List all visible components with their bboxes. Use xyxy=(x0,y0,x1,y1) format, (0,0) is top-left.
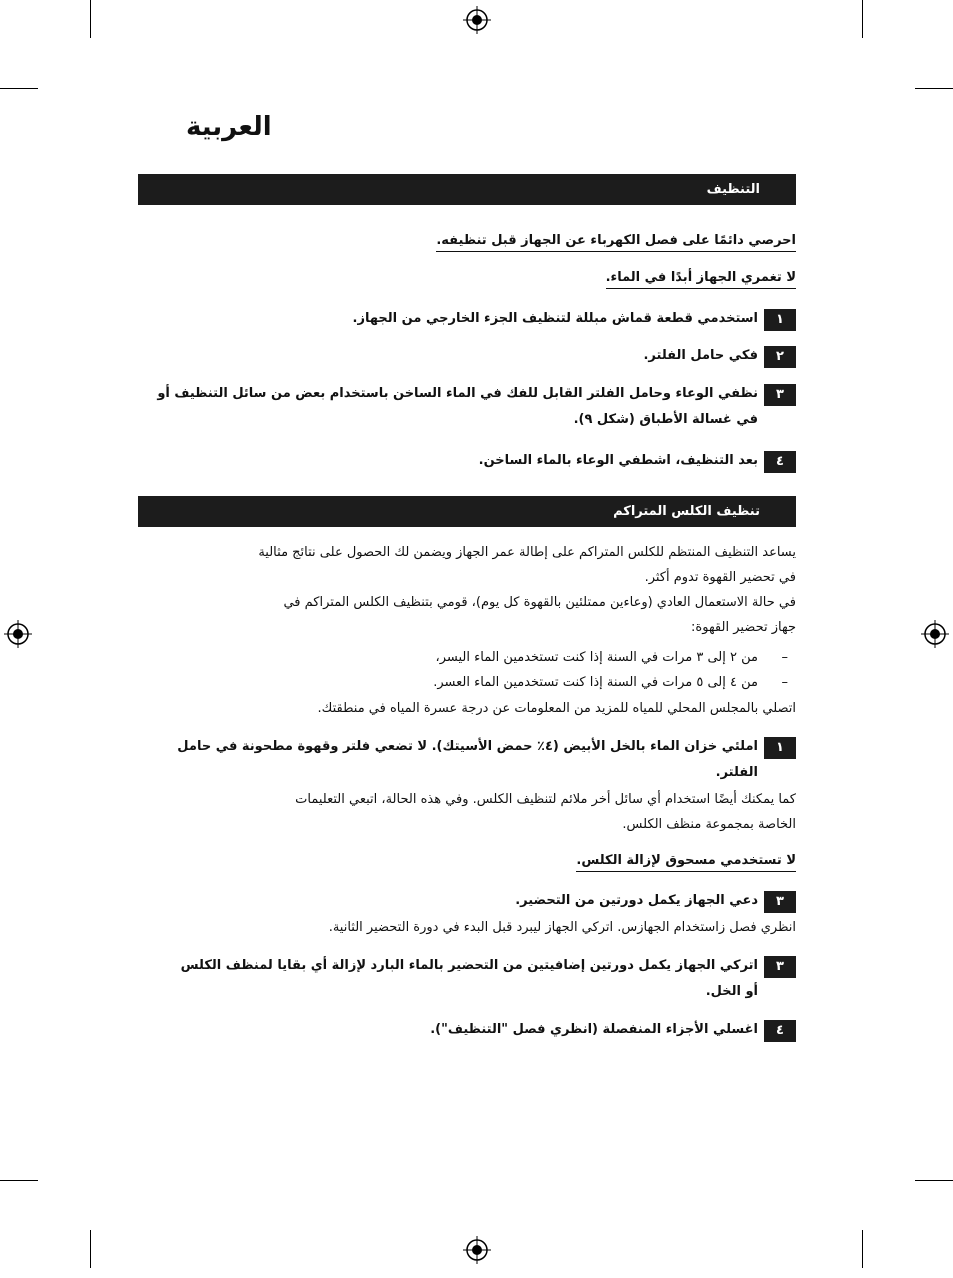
contact-note: اتصلي بالمجلس المحلي للمياه للمزيد من المعلومات عن درجة عسرة المياه في منطقتك. xyxy=(317,701,796,716)
step-text: اتركي الجهاز يكمل دورتين إضافيتين من التحضير بالماء البارد لإزالة أي بقايا لمنظف الكلس xyxy=(180,958,758,973)
step-number: ١ xyxy=(764,309,796,331)
cleaning-step xyxy=(138,381,796,433)
text-line: في حالة الاستعمال العادي (وعاءين ممتلئين بالقهوة كل يوم)، قومي بتنظيف الكلس المتراكم في xyxy=(283,595,796,610)
step-text: دعي الجهاز يكمل دورتين من التحضير. xyxy=(515,893,758,908)
step-number: ٣ xyxy=(764,891,796,913)
descale-step xyxy=(138,734,796,786)
crop-mark xyxy=(862,0,863,38)
warning-no-immerse: لا تغمري الجهاز أبدًا في الماء. xyxy=(606,270,796,289)
step-text: اغسلي الأجزاء المنفصلة (انظري فصل "التنظيف"). xyxy=(430,1022,758,1037)
crop-mark xyxy=(915,1180,953,1181)
cleaning-step xyxy=(138,343,796,369)
step-text-continued: أو الخل. xyxy=(705,984,758,999)
registration-mark-icon xyxy=(4,620,32,648)
text-line: يساعد التنظيف المنتظم للكلس المتراكم على إطالة عمر الجهاز ويضمن لك الحصول على نتائج مثالية xyxy=(258,545,796,560)
text-line: جهاز تحضير القهوة: xyxy=(691,620,796,635)
step-text: املئي خزان الماء بالخل الأبيض (٤٪ حمض الأسيتك). لا تضعي فلتر وقهوة مطحونة في حامل xyxy=(177,739,758,754)
text-line: الخاصة بمجموعة منظف الكلس. xyxy=(622,817,796,832)
step-text-continued: في غسالة الأطباق (شكل ٩). xyxy=(573,412,758,427)
list-item xyxy=(138,670,796,695)
step-text: بعد التنظيف، اشطفي الوعاء بالماء الساخن. xyxy=(478,453,758,468)
step-text: استخدمي قطعة قماش مبللة لتنظيف الجزء الخارجي من الجهاز. xyxy=(352,311,758,326)
step-number: ١ xyxy=(764,737,796,759)
warning-unplug: احرصي دائمًا على فصل الكهرباء عن الجهاز قبل تنظيفه. xyxy=(436,233,796,252)
descale-step xyxy=(138,1017,796,1043)
registration-mark-icon xyxy=(463,1236,491,1264)
step-text: فكي حامل الفلتر. xyxy=(643,348,758,363)
descale-step xyxy=(138,953,796,1005)
registration-mark-icon xyxy=(463,6,491,34)
page-title: العربية xyxy=(186,112,272,142)
bullet-dash: – xyxy=(781,675,788,690)
cleaning-step xyxy=(138,306,796,332)
warning-no-powder: لا تستخدمي مسحوق لإزالة الكلس. xyxy=(576,853,796,872)
registration-mark-icon xyxy=(921,620,949,648)
list-item-text: من ٢ إلى ٣ مرات في السنة إذا كنت تستخدمين الماء اليسر، xyxy=(435,650,758,665)
descale-step xyxy=(138,888,796,914)
text-line: كما يمكنك أيضًا استخدام أي سائل أخر ملائم لتنظيف الكلس. وفي هذه الحالة، اتبعي التعليمات xyxy=(295,792,796,807)
crop-mark xyxy=(90,1230,91,1268)
step-number: ٣ xyxy=(764,956,796,978)
step-number: ٤ xyxy=(764,451,796,473)
crop-mark xyxy=(90,0,91,38)
crop-mark xyxy=(0,1180,38,1181)
bullet-dash: – xyxy=(781,650,788,665)
descale-step-note xyxy=(138,787,796,837)
step-number: ٣ xyxy=(764,384,796,406)
cleaning-step xyxy=(138,448,796,474)
text-line: في تحضير القهوة تدوم أكثر. xyxy=(644,570,796,585)
section-header-descaling: تنظيف الكلس المتراكم xyxy=(138,496,796,527)
crop-mark xyxy=(862,1230,863,1268)
step-number: ٤ xyxy=(764,1020,796,1042)
section-header-cleaning: التنظيف xyxy=(138,174,796,205)
crop-mark xyxy=(0,88,38,89)
descale-step-note: انظري فصل زاستخدام الجهازس. اتركي الجهاز ليبرد قبل البدء في دورة التحضير الثانية. xyxy=(328,920,796,935)
step-text: نظفي الوعاء وحامل الفلتر القابل للفك في الماء الساخن باستخدام بعض من سائل التنظيف أو xyxy=(157,386,758,401)
crop-mark xyxy=(915,88,953,89)
list-item-text: من ٤ إلى ٥ مرات في السنة إذا كنت تستخدمين الماء العسر. xyxy=(433,675,758,690)
step-text-continued: الفلتر. xyxy=(715,765,758,780)
descale-intro xyxy=(138,540,796,640)
step-number: ٢ xyxy=(764,346,796,368)
list-item xyxy=(138,645,796,670)
